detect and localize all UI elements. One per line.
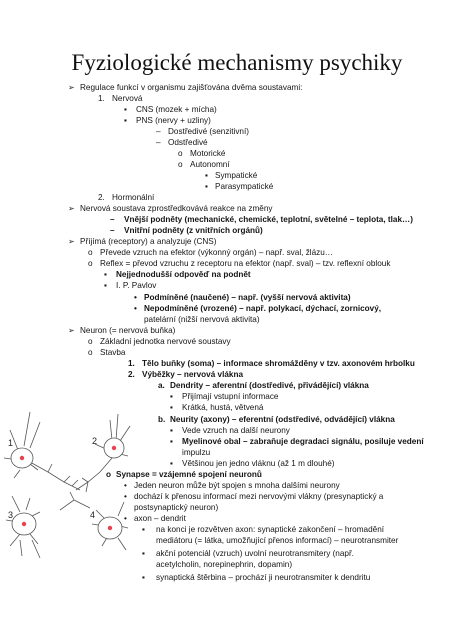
list-item-text: dochází k přenosu informací mezi nervovými vlákny (presynaptický a <box>134 492 384 501</box>
list-item-text: Tělo buňky (soma) – informace shromážděny v tzv. axonovém hrbolku <box>142 359 415 368</box>
list-marker: o <box>88 248 93 257</box>
list-item-text: Neurity (axony) – eferentní (odstředivé, odvádějící) vlákna <box>170 415 395 424</box>
list-marker: ▪ <box>104 281 107 290</box>
list-item-text: Přijímají vstupní informace <box>182 392 279 401</box>
list-item-text: synaptická štěrbina – prochází ji neurotransmiter k dendritu <box>156 573 371 582</box>
list-marker: b. <box>158 415 166 424</box>
figure-label-4: 4 <box>90 510 96 520</box>
list-item-text: Dendrity – aferentní (dostředivé, přivádějící) vlákna <box>170 381 369 390</box>
list-item-text: impulzu <box>182 448 211 457</box>
list-marker: a. <box>158 381 165 390</box>
neuron-figure <box>0 400 150 570</box>
nucleus-1 <box>20 456 24 460</box>
list-item-text: Sympatické <box>215 171 258 180</box>
nucleus-3 <box>22 522 26 526</box>
list-marker: • <box>134 304 137 313</box>
list-item-text: akční potenciál (vzruch) uvolní neurotransmitery (např. <box>156 549 354 558</box>
list-item-text: Dostředivé (senzitivní) <box>168 127 249 136</box>
list-marker: 1. <box>98 94 105 103</box>
list-item-text: Synapse = vzájemné spojení neuronů <box>116 470 262 479</box>
list-item-text: patelární (nižší nervová aktivita) <box>144 315 260 324</box>
list-item-text: Vnitřní podněty (z vnitřních orgánů) <box>124 226 263 235</box>
list-marker: – <box>110 226 115 235</box>
list-item-text: Jeden neuron může být spojen s mnoha dalšími neurony <box>134 481 340 490</box>
list-item-text: Nervová <box>112 94 143 103</box>
list-item-text: Základní jednotka nervové soustavy <box>100 337 231 346</box>
list-marker: ➢ <box>68 204 75 213</box>
list-marker: o <box>178 160 183 169</box>
list-marker: ▪ <box>170 392 173 401</box>
list-marker: ▪ <box>104 270 107 279</box>
list-item-text: Stavba <box>100 348 126 357</box>
list-marker: o <box>178 149 183 158</box>
list-item-text: CNS (mozek + mícha) <box>136 105 217 114</box>
list-marker: 1. <box>128 359 135 368</box>
nucleus-2 <box>112 446 116 450</box>
page-title: Fyziologické mechanismy psychiky <box>71 50 403 75</box>
list-item-text: Většinou jen jedno vláknu (až 1 m dlouhé) <box>182 459 335 468</box>
list-marker: ▪ <box>124 116 127 125</box>
list-marker: – <box>156 138 161 147</box>
list-marker: • <box>124 481 127 490</box>
list-item-text: na konci je rozvětven axon: synaptické zakončení – hromadění <box>156 525 385 534</box>
list-marker: – <box>110 215 115 224</box>
list-item-text: Parasympatické <box>215 182 274 191</box>
list-marker: – <box>156 127 161 136</box>
list-item-text: Neuron (= nervová buňka) <box>80 326 176 335</box>
list-item-text: mediátoru (= látka, umožňující přenos informací) – neurotransmiter <box>156 536 399 545</box>
figure-label-1: 1 <box>8 438 14 448</box>
list-marker: ▪ <box>142 549 145 558</box>
list-marker: o <box>88 259 93 268</box>
list-marker: ▪ <box>170 403 173 412</box>
list-item-text: Převede vzruch na efektor (výkonný orgán) – např. sval, žlázu… <box>100 248 333 257</box>
list-marker: ➢ <box>68 83 75 92</box>
list-item-text: Hormonální <box>112 193 155 202</box>
list-marker: ➢ <box>68 237 75 246</box>
list-marker: ▪ <box>170 437 173 446</box>
list-item-text: Autonomní <box>190 160 230 169</box>
list-item-text: Podmíněné (naučené) – např. (vyšší nervová aktivita) <box>144 293 351 302</box>
list-item-text: Nepodmíněné (vrozené) – např. polykací, dýchací, zornicový, <box>144 304 382 313</box>
list-marker: 2. <box>98 193 105 202</box>
list-item-text: Myelinové obal – zabraňuje degradaci signálu, posiluje vedení <box>182 437 424 446</box>
list-item-text: Regulace funkcí v organismu zajišťována dvěma soustavami: <box>80 83 303 92</box>
list-item-text: Příjímá (receptory) a analyzuje (CNS) <box>80 237 217 246</box>
list-item-text: Vnější podněty (mechanické, chemické, teplotní, světelné – teplota, tlak…) <box>124 215 413 224</box>
list-item-text: Vede vzruch na další neurony <box>182 426 290 435</box>
list-marker: ▪ <box>142 573 145 582</box>
list-marker: o <box>106 470 112 479</box>
list-marker: ▪ <box>142 525 145 534</box>
list-marker: ▪ <box>124 105 127 114</box>
list-item-text: Reflex = převod vzruchu z receptoru na efektor (např. sval) – tzv. reflexní oblouk <box>100 259 391 268</box>
list-marker: ▪ <box>170 426 173 435</box>
list-marker: ▪ <box>205 171 208 180</box>
list-marker: o <box>88 348 93 357</box>
list-marker: o <box>88 337 93 346</box>
figure-label-3: 3 <box>8 510 14 520</box>
list-marker: • <box>124 492 127 501</box>
list-item-text: axon – dendrit <box>134 514 186 523</box>
list-item-text: PNS (nervy + uzliny) <box>136 116 211 125</box>
figure-label-2: 2 <box>92 436 98 446</box>
list-item-text: Krátká, hustá, větvená <box>182 403 264 412</box>
nucleus-4 <box>108 526 112 530</box>
list-marker: • <box>124 514 127 523</box>
list-item-text: acetylcholin, norepinephrin, dopamin) <box>156 560 293 569</box>
list-item-text: Motorické <box>190 149 226 158</box>
list-item-text: Nervová soustava zprostředkovává reakce na změny <box>80 204 273 213</box>
list-item-text: postsynaptický neuron) <box>134 503 219 512</box>
list-item-text: Odstředivé <box>168 138 208 147</box>
list-marker: 2. <box>128 370 135 379</box>
list-marker: • <box>134 293 137 302</box>
list-marker: ➢ <box>68 326 75 335</box>
list-item-text: I. P. Pavlov <box>116 281 157 290</box>
list-item-text: Nejjednodušší odpověď na podnět <box>116 270 251 279</box>
list-item-text: Výběžky – nervová vlákna <box>142 370 244 379</box>
list-marker: ▪ <box>170 459 173 468</box>
list-marker: ▪ <box>205 182 208 191</box>
